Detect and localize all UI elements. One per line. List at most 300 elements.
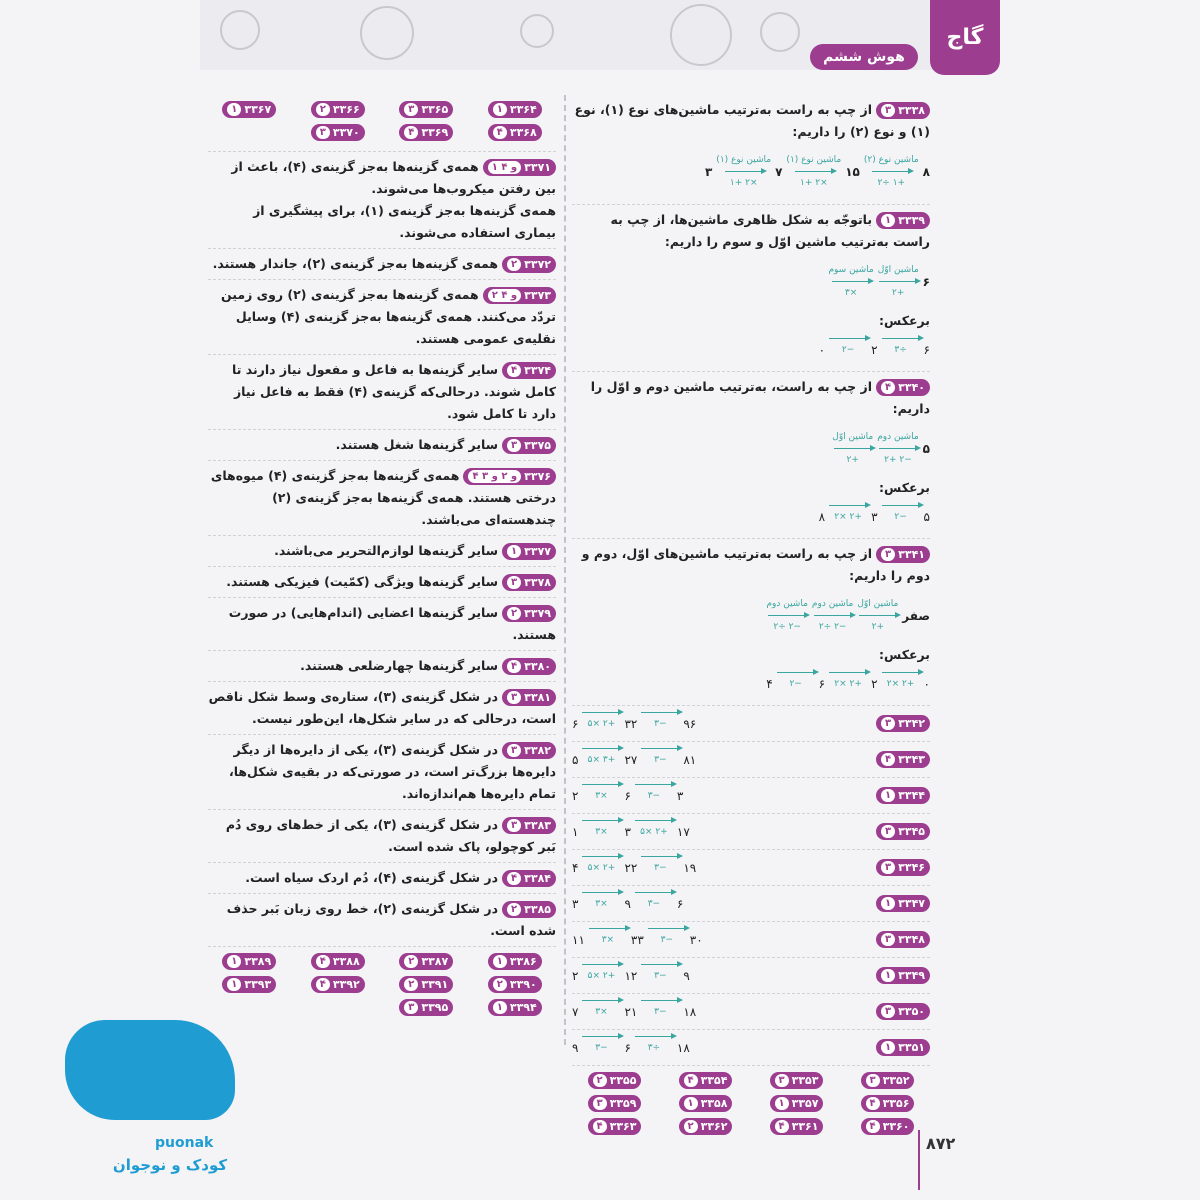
number-sequence <box>572 784 683 807</box>
question-number: ۳۳۶۳ <box>609 1119 637 1133</box>
answer-option: ۱ <box>227 955 241 968</box>
sequence-value: ۶ <box>624 1040 631 1055</box>
explanation-text <box>208 686 556 730</box>
number-sequence <box>572 892 683 915</box>
explanation-body: همه‌ی گزینه‌ها به‌جز گزینه‌ی (۲) روی زمین تردّد می‌کنند. همه‌ی گزینه‌ها به‌جز گزینه‌ی (۴) وسایل نقلیه‌ی عمومی هستند. <box>221 287 556 346</box>
answer-option: ۲ و ۴ <box>488 289 521 302</box>
answer-number-badge <box>876 379 930 396</box>
reverse-label: برعکس: <box>879 480 930 495</box>
question-number: ۳۳۷۱ <box>524 160 551 174</box>
machine-arrow <box>828 259 873 304</box>
answer-number-badge <box>502 605 556 622</box>
arrow-line <box>859 615 897 616</box>
answer-option: ۲ <box>684 1120 698 1133</box>
operation-arrow <box>589 928 627 951</box>
question-body: از چپ به راست به‌ترتیب ماشین‌های اوّل، دوم و دوم را داریم: <box>581 546 930 583</box>
arrow-label-bottom: ۳− <box>654 863 667 873</box>
answer-row <box>572 886 930 922</box>
explanation-body: همه‌ی گزینه‌ها به‌جز گزینه‌ی (۲)، جاندار هستند. <box>212 256 499 271</box>
doodle-wheel <box>670 4 732 66</box>
operation-arrow <box>635 1036 673 1059</box>
arrow-line <box>882 338 920 339</box>
arrow-label-bottom: ۳− <box>654 719 667 729</box>
sequence-value: ۱۲ <box>624 968 638 983</box>
answer-number-badge <box>876 546 930 563</box>
answer-option: ۴ <box>316 955 330 968</box>
answer-option: ۱ <box>881 214 895 227</box>
arrow-label-bottom: ۳× <box>595 791 608 801</box>
question-text <box>572 209 930 253</box>
answer-option: ۳ <box>316 126 330 139</box>
sequence-value: ۰ <box>923 676 930 691</box>
question-number: ۳۳۶۰ <box>882 1119 910 1133</box>
question-item <box>572 95 930 205</box>
explanation-text <box>208 434 556 456</box>
machine-label: ماشین دوم <box>811 599 854 609</box>
question-number: ۳۳۷۲ <box>524 257 551 271</box>
operation-arrow <box>582 1000 620 1023</box>
question-number: ۳۳۵۸ <box>700 1096 728 1110</box>
column-divider <box>564 95 566 1045</box>
arrow-label-bottom: ۳− <box>647 791 661 801</box>
question-number: ۳۳۴۲ <box>898 716 925 730</box>
question-number: ۳۳۸۸ <box>332 954 360 968</box>
arrow-line <box>641 748 679 749</box>
answer-explanation <box>208 280 556 355</box>
sequence-value: ۵ <box>922 441 930 456</box>
explanation-body: سایر گزینه‌ها لوازم‌التحریر می‌باشند. <box>274 543 499 558</box>
question-number: ۳۳۷۸ <box>524 575 551 589</box>
answer-number-badge <box>502 658 556 675</box>
arrow-line <box>582 892 620 893</box>
answer-number-badge <box>399 124 453 141</box>
answer-number-badge <box>876 715 930 732</box>
answer-option: ۱ و ۴ <box>488 161 521 174</box>
answer-option: ۴ <box>775 1120 789 1133</box>
answer-number-badge <box>876 1039 930 1056</box>
answer-option: ۴ و ۲ و ۳ <box>468 470 521 483</box>
answer-option: ۳ <box>881 717 895 730</box>
number-sequence <box>572 820 690 843</box>
arrow-line <box>777 672 815 673</box>
answer-option: ۴ <box>866 1120 880 1133</box>
number-sequence <box>572 964 690 987</box>
answer-row <box>572 742 930 778</box>
answer-option: ۳ <box>881 548 895 561</box>
answer-row <box>572 1030 930 1066</box>
answer-number-badge <box>876 823 930 840</box>
question-number: ۳۳۴۸ <box>898 932 925 946</box>
explanation-body: در شکل گزینه‌ی (۳)، یکی از دایره‌ها از دیگر دایره‌ها بزرگ‌تر است، در صورتی‌که در بقیه‌ی شکل‌ها، تمام دایره‌ها هم‌اندازه‌اند. <box>228 742 556 801</box>
arrow-label-bottom: ۳× <box>601 935 615 945</box>
answer-option: ۱ <box>493 955 507 968</box>
operation-arrow <box>829 338 867 361</box>
answer-number-badge <box>502 901 556 918</box>
machine-operation: ۲÷ ۱+ <box>877 178 906 188</box>
question-number: ۳۳۶۷ <box>244 102 272 116</box>
machine-arrow <box>832 426 873 471</box>
arrow-line <box>635 784 673 785</box>
answer-explanation <box>208 682 556 735</box>
answer-explanation <box>208 598 556 651</box>
answer-row <box>572 778 930 814</box>
explanation-text <box>208 284 556 350</box>
operation-arrow <box>641 1000 679 1023</box>
explanation-text <box>208 814 556 858</box>
answer-row <box>572 814 930 850</box>
answer-option: ۳ <box>881 825 895 838</box>
answer-option: ۱ <box>881 1041 895 1054</box>
arrow-label-bottom: ۵× ۲+ <box>587 719 616 729</box>
machine-sequence <box>572 143 930 200</box>
answer-number-badge <box>679 1072 733 1089</box>
sequence-value: ۲ <box>871 342 878 357</box>
answer-option: ۲ <box>507 607 521 620</box>
arrow-label-bottom: ۳− <box>647 899 661 909</box>
answer-number-badge <box>488 976 542 993</box>
arrow-label-bottom: ۳− <box>654 755 667 765</box>
arrow-label-bottom: ۲− <box>841 345 855 355</box>
answer-grid <box>572 1066 930 1145</box>
doodle-clock <box>760 12 800 52</box>
answer-option: ۴ <box>507 364 521 377</box>
sequence-value: ۱۷ <box>676 824 690 839</box>
arrow-label-bottom: ۵× ۲+ <box>587 863 616 873</box>
operation-arrow <box>582 892 620 915</box>
answer-row <box>572 922 930 958</box>
sequence-value: ۰ <box>818 342 826 357</box>
sequence-value: ۶ <box>676 896 684 911</box>
question-number: ۳۳۹۳ <box>244 977 272 991</box>
question-text <box>572 376 930 420</box>
answer-option: ۳ <box>507 691 521 704</box>
number-sequence <box>572 1000 696 1023</box>
operation-arrow <box>582 748 620 771</box>
answer-number-badge <box>876 212 930 229</box>
arrow-line <box>582 964 620 965</box>
answer-option: ۴ <box>507 660 521 673</box>
sequence-value: ۷ <box>775 164 783 179</box>
answer-number-badge <box>502 574 556 591</box>
answer-number-badge <box>502 689 556 706</box>
arrow-line <box>582 784 620 785</box>
puonak-logo-mark <box>65 1020 235 1120</box>
question-number: ۳۳۵۷ <box>791 1096 819 1110</box>
number-sequence <box>572 666 930 701</box>
sequence-value: ۹ <box>683 968 690 983</box>
question-text <box>572 543 930 587</box>
question-number: ۳۳۷۶ <box>524 469 551 483</box>
answer-number-badge <box>222 976 276 993</box>
section-title: هوش ششم <box>810 44 918 70</box>
answer-option: ۱ <box>775 1097 789 1110</box>
question-number: ۳۳۷۹ <box>524 606 551 620</box>
sequence-value: ۱ <box>572 824 579 839</box>
arrow-line <box>795 171 833 172</box>
arrow-line <box>641 964 679 965</box>
machine-operation: ۲+ <box>892 288 905 298</box>
operation-arrow <box>582 820 620 843</box>
answer-explanation <box>208 651 556 682</box>
arrow-line <box>635 1036 673 1037</box>
answer-option: ۲ <box>404 955 418 968</box>
question-number: ۳۳۳۹ <box>898 213 925 227</box>
arrow-label-bottom: ۲× ۲+ <box>834 512 862 522</box>
explanation-text <box>208 465 556 531</box>
arrow-line <box>641 856 679 857</box>
answer-number-badge <box>399 976 453 993</box>
sequence-value: ۴ <box>766 676 773 691</box>
operation-arrow <box>777 672 815 695</box>
arrow-label-bottom: ۳− <box>654 1007 667 1017</box>
arrow-label-bottom: ۳× <box>595 1007 608 1017</box>
answer-number-badge <box>876 1003 930 1020</box>
answer-number-badge <box>502 437 556 454</box>
machine-arrow <box>878 259 919 304</box>
machine-arrow <box>877 426 918 471</box>
answer-number-badge <box>488 953 542 970</box>
answer-number-badge <box>311 101 365 118</box>
answer-explanation <box>208 152 556 249</box>
answer-row <box>572 706 930 742</box>
operation-arrow <box>882 505 920 528</box>
question-number: ۳۳۸۱ <box>524 690 551 704</box>
sequence-value: ۳۲ <box>624 716 638 731</box>
answer-option: ۴ <box>684 1074 698 1087</box>
machine-label: ماشین اوّل <box>857 599 899 609</box>
sequence-value: ۳ <box>572 896 579 911</box>
answer-number-badge <box>770 1072 824 1089</box>
question-number: ۳۳۶۴ <box>509 102 537 116</box>
answer-explanation <box>208 430 556 461</box>
number-sequence <box>572 928 703 951</box>
answer-explanation <box>208 810 556 863</box>
question-number: ۳۳۶۶ <box>332 102 360 116</box>
number-sequence <box>572 1036 690 1059</box>
arrow-line <box>589 928 627 929</box>
sequence-value: ۷ <box>572 1004 579 1019</box>
reverse-label: برعکس: <box>879 313 930 328</box>
explanation-text <box>208 655 556 677</box>
operation-arrow <box>641 964 679 987</box>
arrow-line <box>582 1000 620 1001</box>
doodle-circle <box>520 14 554 48</box>
question-body: از چپ به راست، به‌ترتیب ماشین دوم و اوّل را داریم: <box>590 379 930 416</box>
question-number: ۳۳۸۶ <box>509 954 537 968</box>
question-number: ۳۳۷۷ <box>524 544 551 558</box>
answer-option: ۴ <box>593 1120 607 1133</box>
question-number: ۳۳۷۴ <box>524 363 551 377</box>
operation-arrow <box>829 672 867 695</box>
sequence-value: ۲۲ <box>624 860 638 875</box>
arrow-line <box>582 712 620 713</box>
arrow-line <box>582 748 620 749</box>
arrow-line <box>834 448 872 449</box>
answer-option: ۳ <box>593 1097 607 1110</box>
answer-number-badge <box>876 102 930 119</box>
arrow-line <box>582 820 620 821</box>
sequence-value: ۹۶ <box>683 716 697 731</box>
arrow-label-bottom: ۵× ۳+ <box>587 755 616 765</box>
sequence-value: ۸ <box>818 509 826 524</box>
answer-number-badge <box>861 1095 915 1112</box>
explanation-text <box>208 540 556 562</box>
answer-number-badge <box>483 159 556 176</box>
answer-number-badge <box>488 101 542 118</box>
answer-option: ۱ <box>227 103 241 116</box>
question-number: ۳۳۶۱ <box>791 1119 819 1133</box>
question-number: ۳۳۹۲ <box>332 977 360 991</box>
answer-number-badge <box>399 953 453 970</box>
sequence-value: ۵ <box>923 509 930 524</box>
machine-label: ماشین سوم <box>828 265 874 275</box>
question-number: ۳۳۵۵ <box>609 1073 637 1087</box>
answer-number-badge <box>483 287 556 304</box>
machine-label: ماشین اوّل <box>877 265 919 275</box>
question-number: ۳۳۸۴ <box>524 871 551 885</box>
question-text <box>572 99 930 143</box>
sequence-value: ۴ <box>572 860 579 875</box>
answer-explanation <box>208 863 556 894</box>
question-number: ۳۳۴۶ <box>898 860 925 874</box>
answer-option: ۲ <box>404 978 418 991</box>
answer-number-badge <box>876 859 930 876</box>
question-number: ۳۳۸۵ <box>524 902 551 916</box>
arrow-label-bottom: ۲× ۲+ <box>886 679 915 689</box>
answer-number-badge <box>770 1095 824 1112</box>
question-number: ۳۳۸۲ <box>524 743 551 757</box>
machine-sequence <box>572 420 930 477</box>
question-number: ۳۳۹۴ <box>509 1000 537 1014</box>
arrow-line <box>582 856 620 857</box>
arrow-line <box>832 281 870 282</box>
left-column <box>208 95 556 1026</box>
question-number: ۳۳۹۵ <box>421 1000 449 1014</box>
operation-arrow <box>582 784 620 807</box>
answer-row <box>572 850 930 886</box>
answer-number-badge <box>502 543 556 560</box>
answer-option: ۲ <box>493 978 507 991</box>
answer-option: ۱ <box>881 969 895 982</box>
question-number: ۳۳۸۹ <box>244 954 272 968</box>
answer-number-badge <box>679 1095 733 1112</box>
sequence-value: ۲ <box>871 676 878 691</box>
number-sequence <box>572 856 696 879</box>
operation-arrow <box>582 1036 620 1059</box>
answer-option: ۳ <box>881 1005 895 1018</box>
arrow-line <box>641 712 679 713</box>
machine-arrow <box>812 593 853 638</box>
machine-arrow <box>864 149 919 194</box>
explanation-text <box>208 739 556 805</box>
explanation-text <box>208 602 556 646</box>
answer-number-badge <box>679 1118 733 1135</box>
answer-option: ۴ <box>881 753 895 766</box>
answer-number-badge <box>399 101 453 118</box>
sequence-value: صفر <box>902 608 930 623</box>
reverse-label: برعکس: <box>879 647 930 662</box>
explanation-body: سایر گزینه‌ها شغل هستند. <box>335 437 499 452</box>
arrow-line <box>829 672 867 673</box>
answer-option: ۴ <box>404 126 418 139</box>
machine-operation: ۳× <box>844 288 858 298</box>
sequence-value: ۲۱ <box>624 1004 638 1019</box>
arrow-label-bottom: ۵× ۲+ <box>640 827 668 837</box>
sequence-value: ۲ <box>572 788 579 803</box>
answer-number-badge <box>222 953 276 970</box>
machine-sequence <box>572 253 930 310</box>
question-number: ۳۳۷۳ <box>524 288 551 302</box>
answer-row <box>572 958 930 994</box>
answer-option: ۳ <box>866 1074 880 1087</box>
puonak-watermark-logo <box>55 1000 255 1190</box>
arrow-line <box>829 338 867 339</box>
answer-number-badge <box>770 1118 824 1135</box>
answer-number-badge <box>222 101 276 118</box>
operation-arrow <box>641 856 679 879</box>
operation-arrow <box>582 856 620 879</box>
operation-arrow <box>635 892 673 915</box>
arrow-line <box>725 171 763 172</box>
sequence-value: ۳۳ <box>630 932 644 947</box>
explanation-text <box>208 571 556 593</box>
answer-number-badge <box>502 362 556 379</box>
arrow-label-bottom: ۲× ۲+ <box>834 679 862 689</box>
arrow-label-bottom: ۲− <box>789 679 802 689</box>
operation-arrow <box>641 712 679 735</box>
question-number: ۳۳۹۱ <box>421 977 449 991</box>
answer-option: ۳ <box>881 861 895 874</box>
explanation-body-second: همه‌ی گزینه‌ها به‌جز گزینه‌ی (۱)، برای پیشگیری از بیماری استفاده می‌شوند. <box>253 203 556 240</box>
question-number: ۳۳۴۵ <box>898 824 925 838</box>
sequence-value: ۹ <box>572 1040 579 1055</box>
arrow-label-bottom: ۳− <box>654 971 667 981</box>
arrow-line <box>879 281 917 282</box>
question-number: ۳۳۷۰ <box>332 125 360 139</box>
answer-option: ۱ <box>507 545 521 558</box>
question-number: ۳۳۴۱ <box>898 547 925 561</box>
answer-option: ۳ <box>507 819 521 832</box>
sequence-value: ۶ <box>572 716 579 731</box>
explanation-body: در شکل گزینه‌ی (۲)، خط روی زبان بَبر حذف شده است. <box>226 901 556 938</box>
answer-option: ۳ <box>881 104 895 117</box>
arrow-line <box>582 1036 620 1037</box>
answer-option: ۴ <box>866 1097 880 1110</box>
question-number: ۳۳۶۲ <box>700 1119 728 1133</box>
page-number: ۸۷۲ <box>926 1134 956 1153</box>
sequence-value: ۶ <box>922 274 930 289</box>
operation-arrow <box>582 964 620 987</box>
arrow-label-bottom: ۳− <box>660 935 673 945</box>
question-number: ۳۳۶۸ <box>509 125 537 139</box>
question-body: باتوجّه به شکل ظاهری ماشین‌ها، از چپ به راست به‌ترتیب ماشین اوّل و سوم را داریم: <box>610 212 930 249</box>
question-number: ۳۳۸۷ <box>421 954 449 968</box>
machine-operation: ۲+ <box>871 622 885 632</box>
arrow-line <box>872 171 910 172</box>
answer-number-badge <box>463 468 556 485</box>
answer-number-badge <box>588 1072 642 1089</box>
arrow-label-bottom: ۳÷ <box>894 345 907 355</box>
question-number: ۳۳۸۳ <box>524 818 551 832</box>
machine-operation: ۱+ ۲× <box>800 178 828 188</box>
answer-option: ۱ <box>881 897 895 910</box>
logo-text: گاج <box>946 25 984 50</box>
answer-number-badge <box>502 256 556 273</box>
sequence-value: ۶ <box>923 342 930 357</box>
sequence-value: ۶ <box>624 788 631 803</box>
answer-number-badge <box>488 999 542 1016</box>
doodle-circle <box>220 10 260 50</box>
